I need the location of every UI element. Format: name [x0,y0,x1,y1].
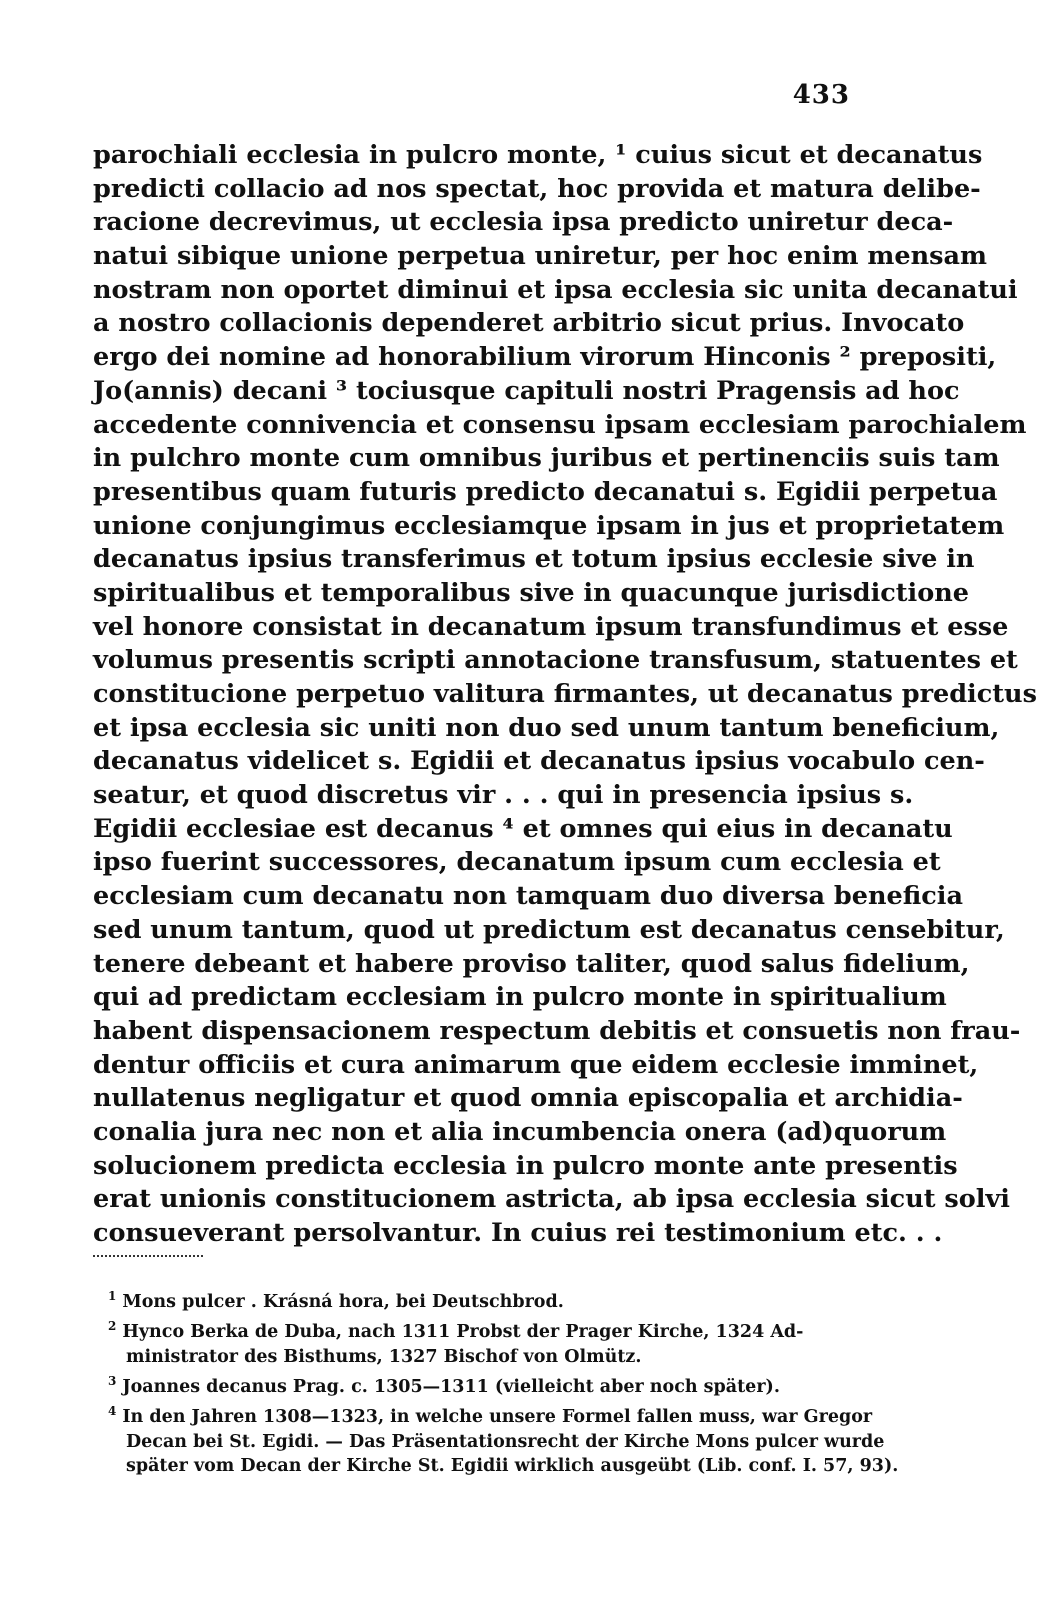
body-text [93,139,1037,1251]
body-line: constitucione perpetuo valitura firmantes, ut decanatus predictus [93,679,1037,709]
body-line: qui ad predictam ecclesiam in pulcro monte in spiritualium [93,982,947,1013]
body-line: tenere debeant et habere proviso taliter, quod salus fidelium, [93,948,970,979]
body-line: conalia jura nec non et alia incumbencia onera (ad)quorum [93,1116,947,1147]
footnote-text: später vom Decan der Kirche St. Egidii wirklich ausgeübt (Lib. conf. I. 57, 93). [126,1456,899,1477]
footnote-text: ministrator des Bisthums, 1327 Bischof von Olmütz. [126,1346,642,1367]
footnote-mark: 3 [108,1374,117,1389]
body-line: ergo dei nomine ad honorabilium virorum Hinconis ² prepositi, [93,342,997,373]
footnote-text: Mons pulcer . Krásná hora, bei Deutschbrod. [122,1291,564,1312]
body-line: presentibus quam futuris predicto decanatui s. Egidii perpetua [93,476,998,507]
footnote-text: Joannes decanus Prag. c. 1305—1311 (vielleicht aber noch später). [122,1376,780,1397]
body-line: dentur officiis et cura animarum que eidem ecclesie imminet, [93,1049,979,1080]
footnote-divider [93,1255,203,1257]
footnote-text: Decan bei St. Egidi. — Das Präsentationsrecht der Kirche Mons pulcer wurde [126,1431,885,1452]
body-line: Jo(annis) decani ³ tociusque capituli nostri Pragensis ad hoc [93,375,960,406]
body-line: accedente connivencia et consensu ipsam ecclesiam parochialem [93,409,1027,440]
body-line: a nostro collacionis dependeret arbitrio sicut prius. Invocato [93,308,965,339]
body-line: decanatus videlicet s. Egidii et decanatus ipsius vocabulo cen- [93,746,985,777]
footnote [108,1314,853,1369]
footnote-mark: 4 [108,1404,117,1419]
footnote-text: Hynco Berka de Duba, nach 1311 Probst der Prager Kirche, 1324 Ad- [122,1322,804,1343]
body-line: ecclesiam cum decanatu non tamquam duo diversa beneficia [93,881,964,912]
footnote [108,1399,899,1478]
body-line: vel honore consistat in decanatum ipsum transfundimus et esse [93,611,1009,642]
body-line: in pulchro monte cum omnibus juribus et pertinenciis suis tam [93,443,1000,474]
footnote-text: In den Jahren 1308—1323, in welche unsere Formel fallen muss, war Gregor [122,1407,873,1428]
body-line: unione conjungimus ecclesiamque ipsam in jus et proprietatem [93,510,1005,541]
body-line: solucionem predicta ecclesia in pulcro monte ante presentis [93,1150,958,1181]
body-line: Egidii ecclesiae est decanus ⁴ et omnes qui eius in decanatu [93,813,953,844]
body-line: predicti collacio ad nos spectat, hoc provida et matura delibe- [93,173,981,204]
body-line: parochiali ecclesia in pulcro monte, ¹ cuius sicut et decanatus [93,140,983,170]
body-line: erat unionis constitucionem astricta, ab ipsa ecclesia sicut solvi [93,1184,1010,1215]
body-line: nullatenus negligatur et quod omnia episcopalia et archidia- [93,1083,963,1114]
footnote-mark: 2 [108,1319,117,1334]
footnote-mark: 1 [108,1289,117,1303]
body-line: sed unum tantum, quod ut predictum est decanatus censebitur, [93,914,1005,945]
body-line: consueverant persolvantur. In cuius rei testimonium etc. . . [93,1218,943,1248]
body-line: volumus presentis scripti annotacione transfusum, statuentes et [93,645,1018,676]
body-line: nostram non oportet diminui et ipsa ecclesia sic unita decanatui [93,274,1018,305]
body-line: decanatus ipsius transferimus et totum ipsius ecclesie sive in [93,544,975,575]
page-number: 433 [792,80,850,110]
body-line: spiritualibus et temporalibus sive in quacunque jurisdictione [93,577,970,608]
body-line: habent dispensacionem respectum debitis et consuetis non frau- [93,1015,1021,1046]
footnote [108,1284,853,1314]
footnotes [108,1284,899,1479]
body-line: seatur, et quod discretus vir . . . qui in presencia ipsius s. [93,780,914,811]
body-line: racione decrevimus, ut ecclesia ipsa predicto uniretur deca- [93,207,954,238]
body-line: ipso fuerint successores, decanatum ipsum cum ecclesia et [93,847,941,878]
body-line: et ipsa ecclesia sic uniti non duo sed unum tantum beneficium, [93,712,1000,743]
body-line: natui sibique unione perpetua uniretur, per hoc enim mensam [93,241,987,272]
footnote [108,1369,853,1399]
